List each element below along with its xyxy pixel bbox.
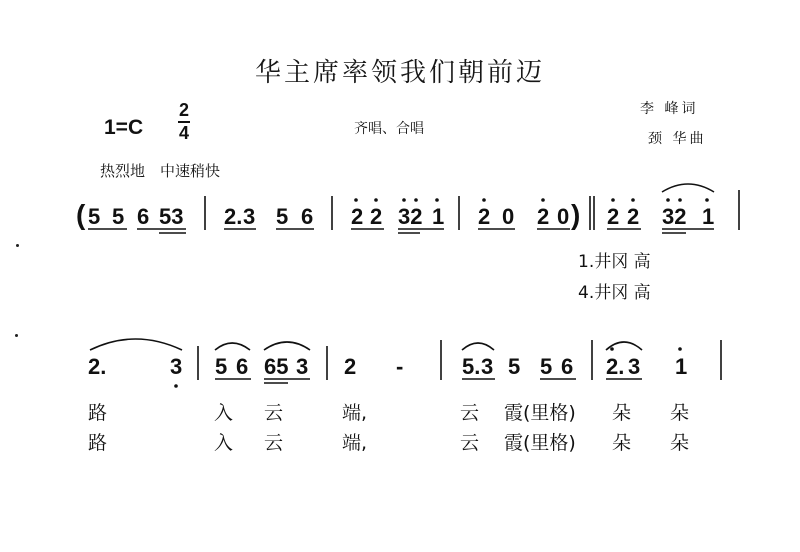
- note: 0: [557, 204, 570, 229]
- note: 1: [702, 204, 715, 229]
- note: 5: [276, 204, 289, 229]
- note: 2: [370, 204, 383, 229]
- note: 6: [561, 354, 574, 379]
- open-paren: (: [76, 199, 86, 230]
- time-signature-top: 2: [178, 100, 189, 120]
- lyric-word: 路: [88, 402, 108, 424]
- octave-dot: [541, 198, 545, 202]
- note: 3: [170, 354, 183, 379]
- note: 2: [478, 204, 491, 229]
- octave-dot: [705, 198, 709, 202]
- octave-dot: [435, 198, 439, 202]
- note: 32: [662, 204, 687, 229]
- note: 2: [344, 354, 357, 379]
- composer-credit: 颈 华曲: [648, 131, 707, 147]
- slur: [264, 342, 310, 350]
- note: 6: [301, 204, 314, 229]
- note: 2: [537, 204, 550, 229]
- note: 5: [508, 354, 521, 379]
- octave-dot: [374, 198, 378, 202]
- octave-dot: [611, 198, 615, 202]
- octave-dot: [354, 198, 358, 202]
- note: 5: [540, 354, 553, 379]
- note: 2: [351, 204, 364, 229]
- lyricist-credit: 李 峰词: [640, 101, 699, 117]
- lyric-word: 霞(里格): [504, 402, 576, 424]
- note: 3: [243, 204, 256, 229]
- song-title: 华主席率领我们朝前迈: [254, 58, 545, 88]
- note: 5: [88, 204, 101, 229]
- octave-dot: [482, 198, 486, 202]
- performance-form: 齐唱、合唱: [354, 121, 424, 137]
- lyric-word: 入: [214, 432, 234, 454]
- lyric-word: 云: [460, 402, 480, 424]
- note: 6: [236, 354, 249, 379]
- verse-number: 4.: [578, 283, 595, 303]
- slur: [215, 343, 250, 350]
- note: 0: [502, 204, 515, 229]
- verse-label: [578, 278, 651, 303]
- verse-number: 1.: [578, 252, 595, 272]
- lyric-word: 霞(里格): [504, 432, 576, 454]
- octave-dot: [631, 198, 635, 202]
- lyric-word: 云: [264, 402, 284, 424]
- verse-text: 井冈 高: [594, 252, 651, 272]
- verse-text: 井冈 高: [594, 283, 651, 303]
- tempo-marking: 热烈地 中速稍快: [100, 162, 221, 180]
- note: 3: [296, 354, 309, 379]
- lyric-word: 入: [214, 402, 234, 424]
- lyric-word: 朵: [670, 402, 690, 424]
- key-signature: 1=C: [104, 116, 144, 139]
- lyric-word: 朵: [670, 432, 690, 454]
- note: 65: [264, 354, 289, 379]
- lyric-word: 朵: [612, 402, 632, 424]
- octave-dot: [666, 198, 670, 202]
- note: -: [396, 354, 404, 379]
- octave-dot: [402, 198, 406, 202]
- octave-dot: [678, 347, 682, 351]
- note: 3: [481, 354, 494, 379]
- octave-dot: [174, 384, 178, 388]
- lyric-word: 云: [460, 432, 480, 454]
- octave-dot: [610, 347, 614, 351]
- note: 32: [398, 204, 423, 229]
- note: 2.: [606, 354, 625, 379]
- verse-label: [578, 247, 651, 272]
- note: 53: [159, 204, 184, 229]
- lyric-word: 端,: [342, 432, 368, 454]
- note: 5: [215, 354, 228, 379]
- lyric-word: 朵: [612, 432, 632, 454]
- note: 6: [137, 204, 150, 229]
- lyric-word: 端,: [342, 402, 368, 424]
- slur: [462, 343, 494, 350]
- note: 1: [432, 204, 445, 229]
- note: 1: [675, 354, 688, 379]
- lyric-word: 路: [88, 432, 108, 454]
- note: 5.: [462, 354, 481, 379]
- note: 2.: [224, 204, 243, 229]
- note: 3: [628, 354, 641, 379]
- time-signature-bottom: 4: [178, 123, 189, 143]
- note: 2: [627, 204, 640, 229]
- note: 2.: [88, 354, 107, 379]
- slur: [662, 184, 714, 192]
- slur: [90, 339, 182, 350]
- close-paren: ): [571, 199, 581, 230]
- octave-dot: [414, 198, 418, 202]
- note: 2: [607, 204, 620, 229]
- note: 5: [112, 204, 125, 229]
- lyric-word: 云: [264, 432, 284, 454]
- octave-dot: [678, 198, 682, 202]
